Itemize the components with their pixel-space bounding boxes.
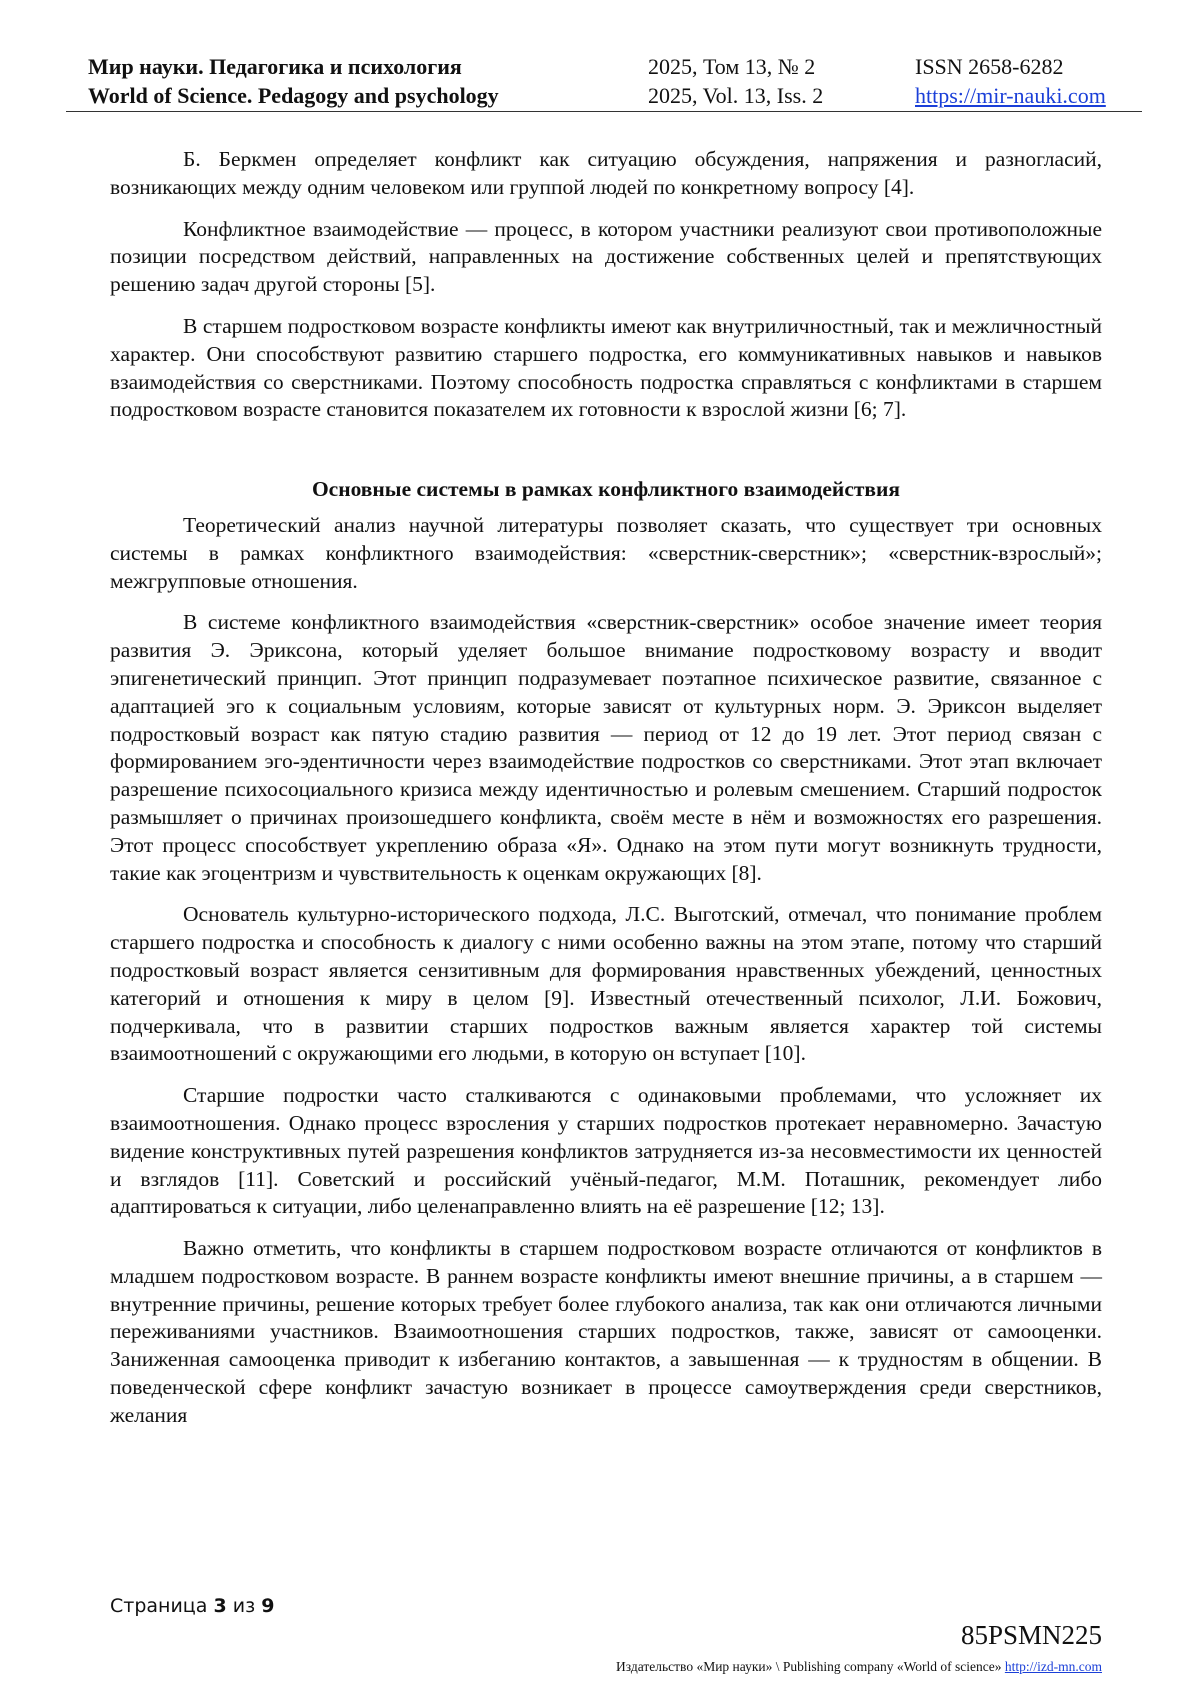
article-body — [110, 146, 1102, 1444]
page-total: 9 — [261, 1595, 275, 1617]
journal-title — [88, 52, 499, 110]
journal-url-link[interactable]: https://mir-nauki.com — [915, 83, 1106, 108]
issn: ISSN 2658-6282 — [915, 54, 1064, 79]
issue-info — [648, 52, 823, 110]
issue-en: 2025, Vol. 13, Iss. 2 — [648, 83, 824, 108]
paragraph: Теоретический анализ научной литературы позволяет сказать, что существует три основных системы в рамках конфликтного взаимодействия: «сверстник-сверстник»; «сверстник-взрослый»; межгрупповые отношения. — [110, 512, 1102, 593]
page-number — [110, 1595, 274, 1617]
journal-header — [88, 52, 1130, 110]
page-of: из — [232, 1595, 256, 1617]
page-current: 3 — [213, 1595, 227, 1617]
paragraph: Важно отметить, что конфликты в старшем подростковом возрасте отличаются от конфликтов в младшем подростковом возрасте. В раннем возрасте конфликты имеют внешние причины, а в старшем — внутренние причины, решение которых требует более глубокого анализа, так как они отличаются личными переживаниями участников. Взаимоотношения старших подростков, также, зависят от самооценки. Заниженная самооценка приводит к избеганию контактов, а завышенная — к трудностям в общении. В поведенческой сфере конфликт зачастую возникает в процессе самоутверждения среди сверстников, желания — [110, 1236, 1102, 1427]
paragraph: Б. Беркмен определяет конфликт как ситуацию обсуждения, напряжения и разногласий, возникающих между одним человеком или группой людей по конкретному вопросу [4]. — [110, 147, 1102, 199]
paragraph: Основатель культурно-исторического подхода, Л.С. Выготский, отмечал, что понимание проблем старшего подростка и способность к диалогу с ними особенно важны на этом этапе, потому что старший подростковый возраст является сензитивным для формирования нравственных убеждений, ценностных категорий и отношения к миру в целом [9]. Известный отечественный психолог, Л.И. Божович, подчеркивала, что в развитии старших подростков важным является характер той системы взаимоотношений с окружающими его людьми, в которую он вступает [10]. — [110, 902, 1102, 1066]
publisher-text: Издательство «Мир науки» \ Publishing company «World of science» — [616, 1659, 1002, 1674]
issue-ru: 2025, Том 13, № 2 — [648, 54, 816, 79]
paragraph: Старшие подростки часто сталкиваются с одинаковыми проблемами, что усложняет их взаимоотношения. Однако процесс взросления у старших подростков протекает неравномерно. Зачастую видение конструктивных путей разрешения конфликтов затрудняется из-за несовместимости их ценностей и взглядов [11]. Советский и российский учёный-педагог, М.М. Поташник, рекомендует либо адаптироваться к ситуации, либо целенаправленно влиять на её разрешение [12; 13]. — [110, 1083, 1102, 1219]
publisher-link[interactable]: http://izd-mn.com — [1004, 1659, 1102, 1674]
paragraph: Конфликтное взаимодействие — процесс, в котором участники реализуют свои противоположные позиции посредством действий, направленных на достижение собственных целей и препятствующих решению задач другой стороны [5]. — [110, 216, 1102, 297]
publisher-line — [616, 1659, 1102, 1675]
section-heading: Основные системы в рамках конфликтного взаимодействия — [311, 477, 901, 502]
paragraph: В системе конфликтного взаимодействия «сверстник-сверстник» особое значение имеет теория развития Э. Эриксона, который уделяет большое внимание подростковому возрасту и вводит эпигенетический принцип. Этот принцип подразумевает поэтапное психическое развитие, связанное с адаптацией эго к социальным условиям, которые зависят от культурных норм. Э. Эриксон выделяет подростковый возраст как пятую стадию развития — период от 12 до 19 лет. Этот период связан с формированием эго-эдентичности через взаимодействие подростков со сверстниками. Этот этап включает разрешение психосоциального кризиса между идентичностью и ролевым смешением. Старший подросток размышляет о причинах произошедшего конфликта, своём месте в нём и возможностях его разрешения. Этот процесс способствует укреплению образа «Я». Однако на этом пути могут возникнуть трудности, такие как эгоцентризм и чувствительность к оценкам окружающих [8]. — [110, 610, 1102, 885]
paragraph: В старшем подростковом возрасте конфликты имеют как внутриличностный, так и межличностный характер. Они способствуют развитию старшего подростка, его коммуникативных навыков и навыков взаимодействия со сверстниками. Поэтому способность подростка справляться с конфликтами в старшем подростковом возрасте становится показателем их готовности к взрослой жизни [6; 7]. — [110, 313, 1102, 422]
journal-title-ru: Мир науки. Педагогика и психология — [88, 54, 462, 79]
issn-block — [915, 52, 1106, 110]
journal-title-en: World of Science. Pedagogy and psychology — [88, 83, 499, 108]
page-label: Страница — [110, 1595, 208, 1617]
article-code: 85PSMN225 — [960, 1620, 1102, 1650]
header-divider — [66, 111, 1142, 112]
